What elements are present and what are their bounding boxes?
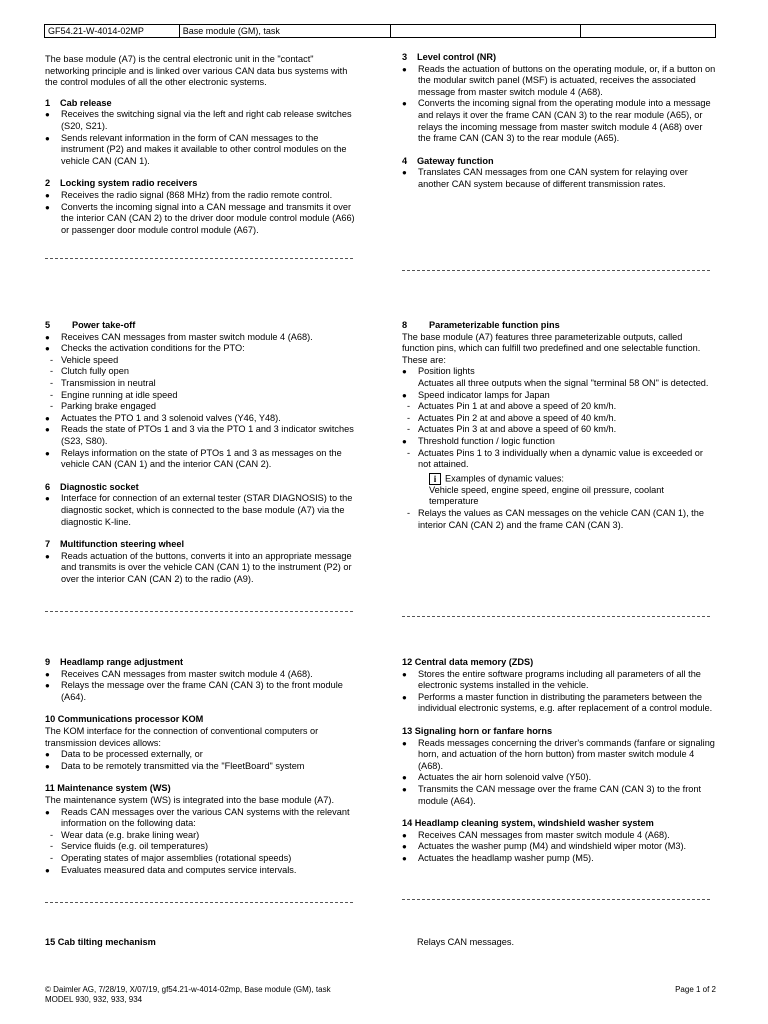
block-2-right xyxy=(402,312,716,531)
divider xyxy=(45,258,353,259)
list-item: ● Reads the actuation of buttons on the operating module, or, if a button on the modular switch panel (MSF) is actuated, receives the associated message from master switch module 4 (A68). xyxy=(402,64,716,99)
list-item: - Actuates Pin 2 at and above a speed of 40 km/h. xyxy=(402,413,716,425)
section-5-list xyxy=(45,332,357,471)
section-12-list xyxy=(402,669,716,715)
list-item: ● Receives CAN messages from master switch module 4 (A68). xyxy=(45,332,357,344)
section-8-title: 8 Parameterizable function pins xyxy=(402,320,560,330)
info-text: Vehicle speed, engine speed, engine oil pressure, coolant temperature xyxy=(429,484,664,507)
section-9-title: 9 Headlamp range adjustment xyxy=(45,657,184,667)
header-table xyxy=(44,24,716,38)
list-item: - Actuates Pin 3 at and above a speed of 60 km/h. xyxy=(402,424,716,436)
list-item: - Transmission in neutral xyxy=(45,378,357,390)
section-10-title: 10 Communications processor KOM xyxy=(45,714,204,725)
divider xyxy=(402,616,710,617)
section-1-list xyxy=(45,109,357,167)
list-item: ● Receives the switching signal via the left and right cab release switches (S20, S21). xyxy=(45,109,357,132)
divider xyxy=(402,270,710,271)
list-item: ● Sends relevant information in the form of CAN messages to the instrument (P2) and makes it available to other control modules on the vehicle CAN (CAN 1). xyxy=(45,133,357,168)
list-item: ● Evaluates measured data and computes service intervals. xyxy=(45,865,357,877)
intro-paragraph: The base module (A7) is the central electronic unit in the "contact" networking principle and is linked over various CAN data bus systems with the control modules of all the other electronic systems. xyxy=(45,54,348,88)
list-item: ● Relays the message over the frame CAN (CAN 3) to the front module (A64). xyxy=(45,680,357,703)
list-item: ● Receives CAN messages from master switch module 4 (A68). xyxy=(45,669,357,681)
list-item: ● Actuates the washer pump (M4) and windshield wiper motor (M3). xyxy=(402,841,716,853)
header-empty-cell xyxy=(581,25,715,37)
block-2-left xyxy=(45,312,357,585)
block-1-left xyxy=(45,54,357,236)
section-6-title: 6 Diagnostic socket xyxy=(45,481,139,492)
list-item: - Clutch fully open xyxy=(45,366,357,378)
list-item: ● Interface for connection of an external tester (STAR DIAGNOSIS) to the diagnostic socket, which is connected to the base module (A7) via the diagnostic K-line. xyxy=(45,493,357,528)
section-9-list xyxy=(45,669,357,704)
section-11-intro: The maintenance system (WS) is integrated into the base module (A7). xyxy=(45,794,335,805)
section-5-title: 5 Power take-off xyxy=(45,320,136,330)
list-item: ● Converts the incoming signal into a CAN message and transmits it over the interior CAN (CAN 2) to the driver door module control module (A66) or passenger door module control module (A67). xyxy=(45,202,357,237)
block-1-right xyxy=(402,44,716,191)
info-title: Examples of dynamic values: xyxy=(445,473,564,484)
doc-title: Base module (GM), task xyxy=(180,25,392,37)
list-item: ● Reads the state of PTOs 1 and 3 via the PTO 1 and 3 indicator switches (S23, S80). xyxy=(45,424,357,447)
list-item: ● Performs a master function in distributing the parameters between the individual electronic systems, e.g. after replacement of a control module. xyxy=(402,692,716,715)
list-item: ● Reads actuation of the buttons, converts it into an appropriate message and transmits is over the vehicle CAN (CAN 1) to the instrument (P2) or over the interior CAN (CAN 2) to the radio (A9). xyxy=(45,551,357,586)
section-10-list xyxy=(45,749,357,772)
section-3-list xyxy=(402,64,716,145)
list-item: - Service fluids (e.g. oil temperatures) xyxy=(45,841,357,853)
section-14-list xyxy=(402,830,716,865)
list-item: ● Receives the radio signal (868 MHz) from the radio remote control. xyxy=(45,190,357,202)
section-11-list xyxy=(45,807,357,877)
section-2-list xyxy=(45,190,357,236)
section-4-title: 4 Gateway function xyxy=(402,155,494,166)
list-item: - Actuates Pins 1 to 3 individually when a dynamic value is exceeded or not attained. xyxy=(402,448,716,471)
list-item: ● Position lights xyxy=(402,366,716,378)
divider xyxy=(45,902,353,903)
list-item: ● Reads messages concerning the driver's commands (fanfare or signaling horn, and actuation of the horn button) from master switch module 4 (A68). xyxy=(402,738,716,773)
section-1-title: 1 Cab release xyxy=(45,97,112,108)
section-6-list xyxy=(45,493,357,528)
list-item: ● Actuates the headlamp washer pump (M5). xyxy=(402,853,716,865)
section-8-intro: The base module (A7) features three parameterizable outputs, called function pins, which can fulfill two predefined and one selectable function. These are: xyxy=(402,331,701,365)
list-item: - Wear data (e.g. brake lining wear) xyxy=(45,830,357,842)
list-item: - Parking brake engaged xyxy=(45,401,357,413)
list-item-text: Actuates all three outputs when the signal "terminal 58 ON" is detected. xyxy=(418,377,709,388)
list-item: ● Relays information on the state of PTOs 1 and 3 as messages on the vehicle CAN (CAN 1) and the interior CAN (CAN 2). xyxy=(45,448,357,471)
list-item: - Actuates Pin 1 at and above a speed of 20 km/h. xyxy=(402,401,716,413)
section-13-list xyxy=(402,738,716,808)
block-3-right xyxy=(402,649,716,865)
list-item: ● Threshold function / logic function xyxy=(402,436,716,448)
section-2-title: 2 Locking system radio receivers xyxy=(45,178,198,189)
block-3-left xyxy=(45,649,357,876)
list-item: ● Transmits the CAN message over the frame CAN (CAN 3) to the front module (A64). xyxy=(402,784,716,807)
divider xyxy=(402,899,710,900)
info-note xyxy=(402,473,716,485)
header-empty-cell xyxy=(391,25,581,37)
page-number: Page 1 of 2 xyxy=(675,985,716,994)
section-3-title: 3 Level control (NR) xyxy=(402,52,497,62)
section-15-title: 15 Cab tilting mechanism xyxy=(45,937,156,947)
section-7-list xyxy=(45,551,357,586)
list-item: ● Checks the activation conditions for the PTO: xyxy=(45,343,357,355)
section-13-title: 13 Signaling horn or fanfare horns xyxy=(402,725,553,736)
section-8-list xyxy=(402,366,716,531)
section-14-title: 14 Headlamp cleaning system, windshield washer system xyxy=(402,818,654,829)
list-item: ● Data to be remotely transmitted via the "FleetBoard" system xyxy=(45,761,357,773)
list-item: ● Stores the entire software programs including all parameters of all the electronic systems installed in the vehicle. xyxy=(402,669,716,692)
divider xyxy=(45,611,353,612)
list-item: ● Actuates the air horn solenoid valve (Y50). xyxy=(402,772,716,784)
list-item: ● Reads CAN messages over the various CAN systems with the relevant information on the following data: xyxy=(45,807,357,830)
info-icon: i xyxy=(429,473,441,485)
section-10-intro: The KOM interface for the connection of conventional computers or transmission devices allows: xyxy=(45,725,319,748)
section-12-title: 12 Central data memory (ZDS) xyxy=(402,657,534,667)
doc-id: GF54.21-W-4014-02MP xyxy=(45,25,180,37)
list-item: ● Speed indicator lamps for Japan xyxy=(402,390,716,402)
footer-models: MODEL 930, 932, 933, 934 xyxy=(45,995,143,1004)
list-item: - Vehicle speed xyxy=(45,355,357,367)
list-item: ● Converts the incoming signal from the operating module into a message and relays it over the frame CAN (CAN 3) to the rear module (A65), or relays the incoming message from master switch module 4 (A68) over the frame CAN (CAN 3) to the rear module (A65). xyxy=(402,98,716,144)
footer-copyright: © Daimler AG, 7/28/19, X/07/19, gf54.21-w-4014-02mp, Base module (GM), task xyxy=(45,985,331,994)
section-4-list xyxy=(402,167,716,190)
list-item: ● Data to be processed externally, or xyxy=(45,749,357,761)
list-item: - Engine running at idle speed xyxy=(45,390,357,402)
list-item: ● Actuates the PTO 1 and 3 solenoid valves (Y46, Y48). xyxy=(45,413,357,425)
section-11-title: 11 Maintenance system (WS) xyxy=(45,783,171,794)
footer xyxy=(45,985,331,1005)
list-item: - Operating states of major assemblies (rotational speeds) xyxy=(45,853,357,865)
block-4-left xyxy=(45,929,357,949)
list-item: - Relays the values as CAN messages on the vehicle CAN (CAN 1), the interior CAN (CAN 2) and the frame CAN (CAN 3). xyxy=(402,508,716,531)
section-15-text: Relays CAN messages. xyxy=(417,937,515,947)
list-item: ● Translates CAN messages from one CAN system for relaying over another CAN system because of different transmission rates. xyxy=(402,167,716,190)
section-7-title: 7 Multifunction steering wheel xyxy=(45,539,185,550)
list-item: ● Receives CAN messages from master switch module 4 (A68). xyxy=(402,830,716,842)
